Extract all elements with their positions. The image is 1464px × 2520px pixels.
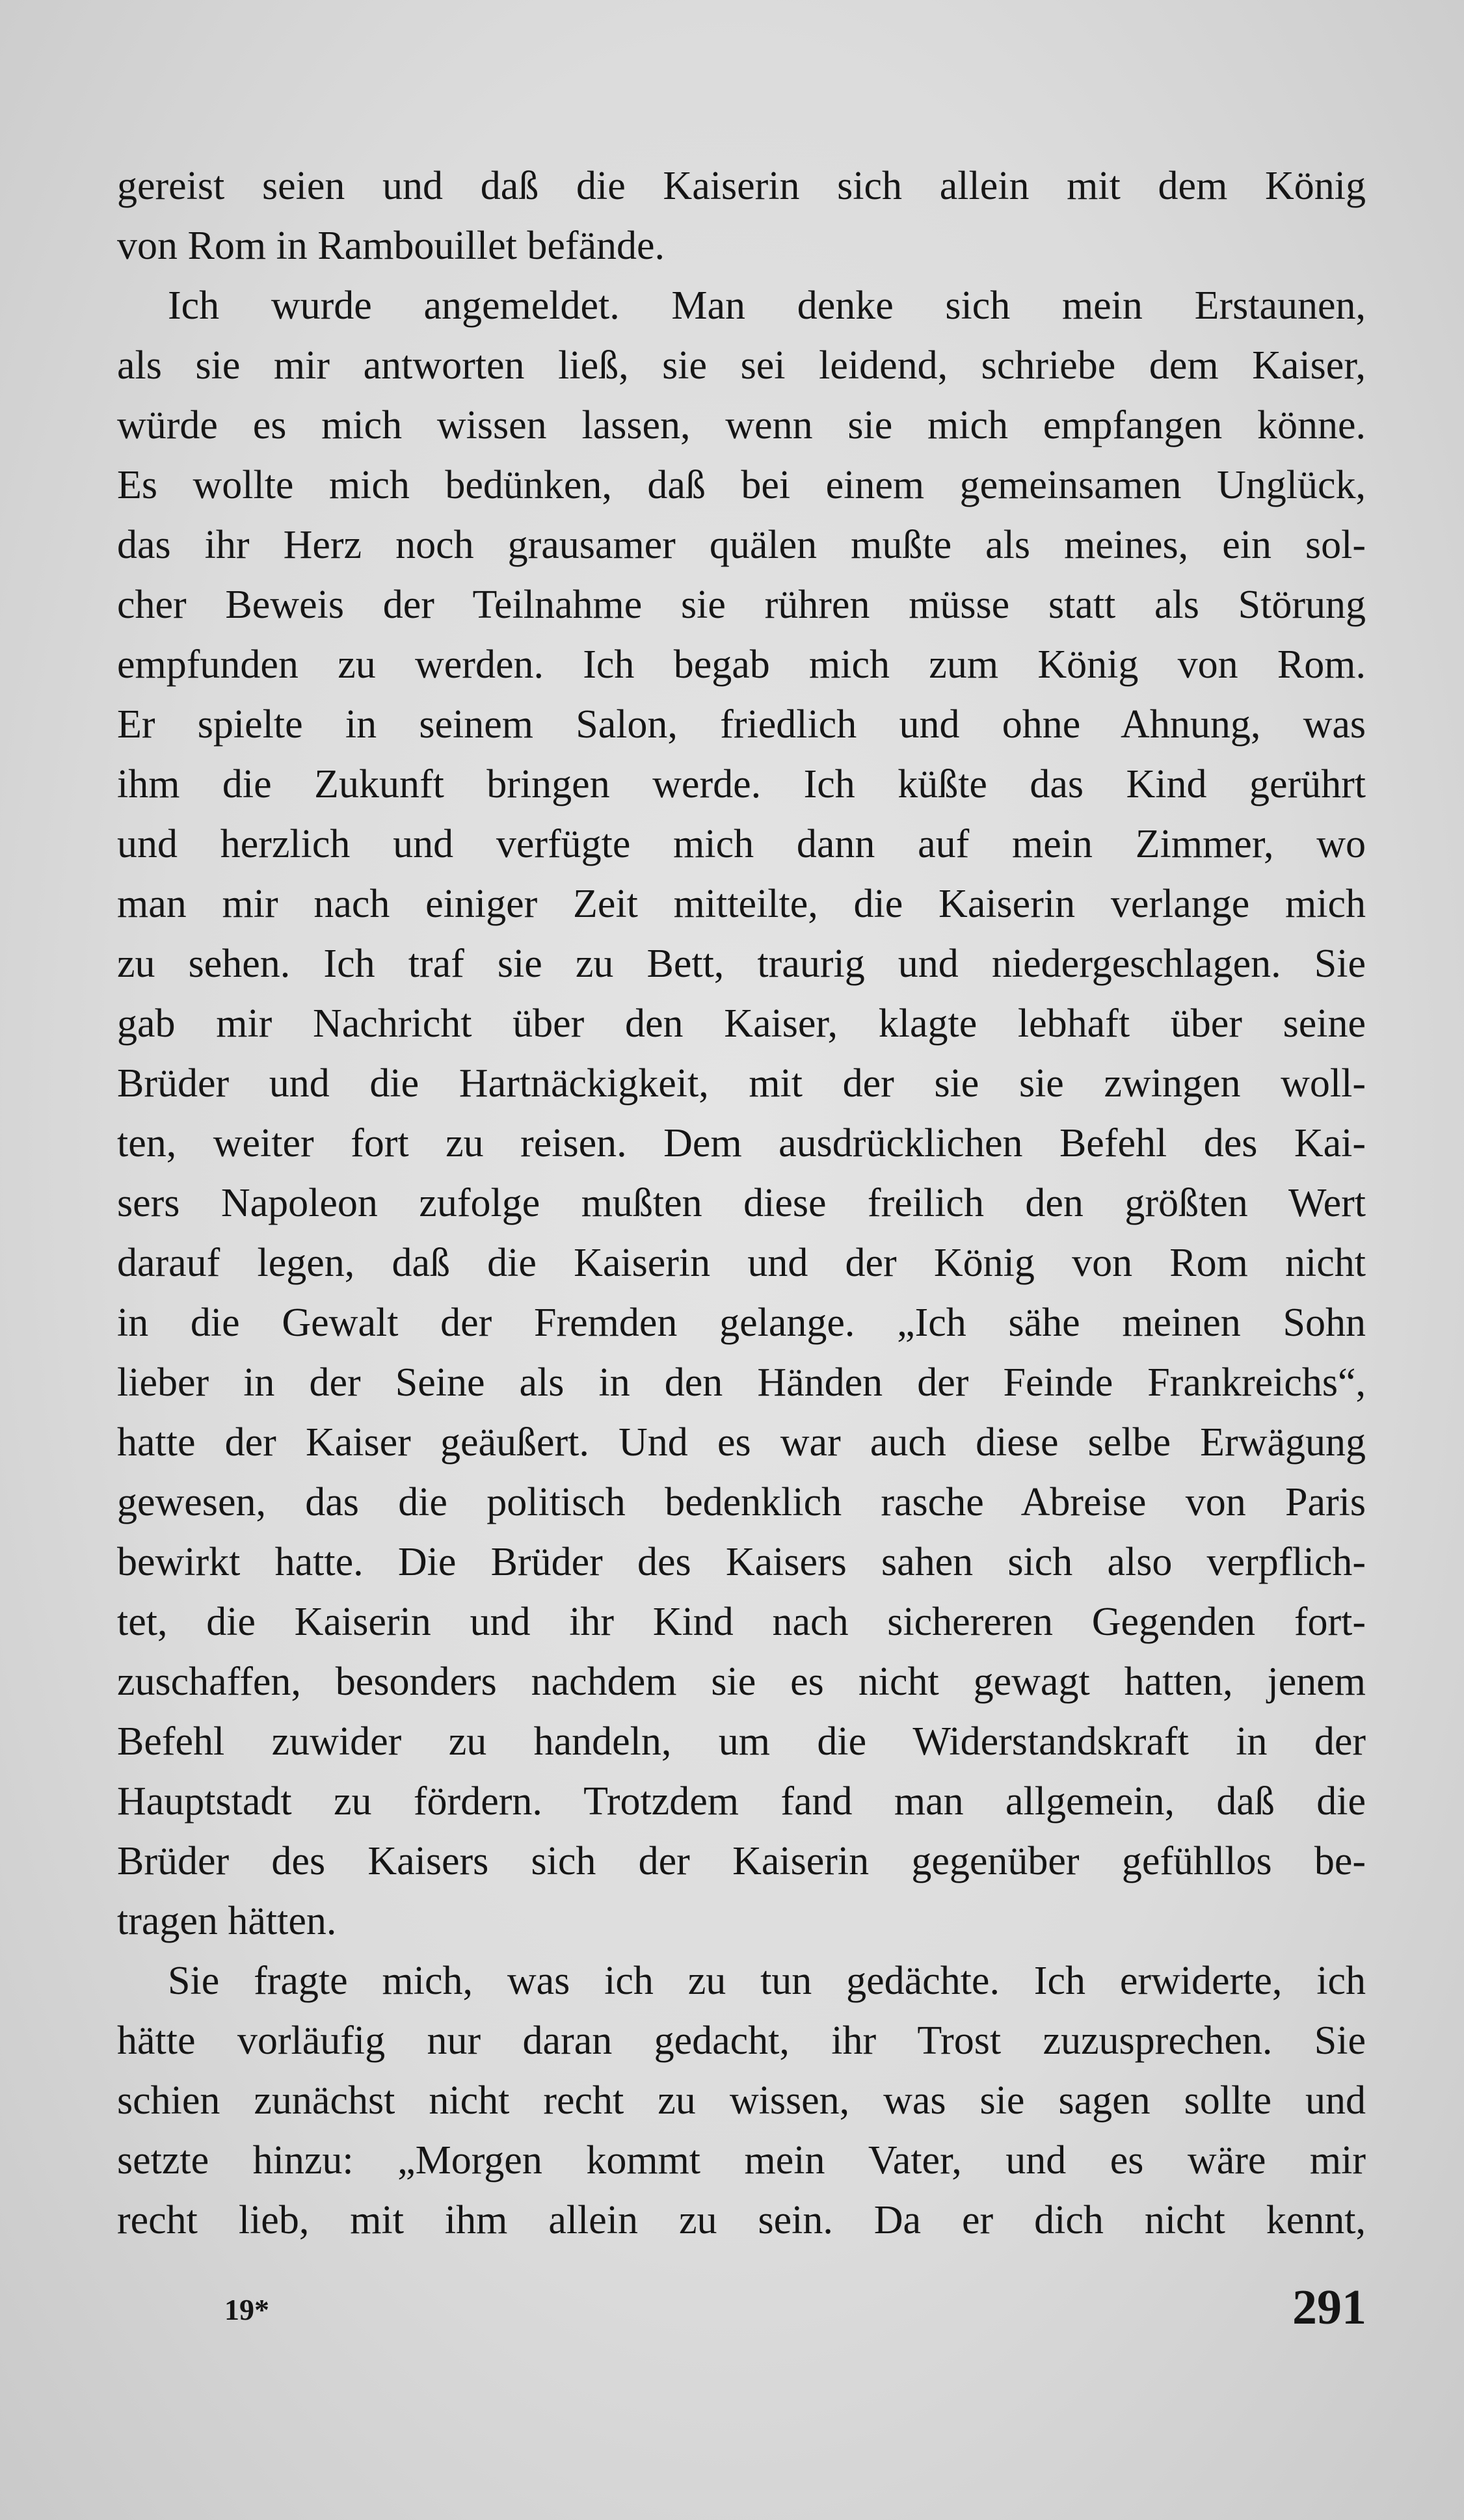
page-number: 291 bbox=[1292, 2280, 1366, 2335]
text-line: Sie fragte mich, was ich zu tun gedächte. Ich erwiderte, ich bbox=[168, 1959, 1366, 2003]
text-line: tet, die Kaiserin und ihr Kind nach sichereren Gegenden fort- bbox=[117, 1600, 1366, 1644]
text-line: ten, weiter fort zu reisen. Dem ausdrücklichen Befehl des Kai- bbox=[117, 1121, 1366, 1165]
text-line: als sie mir antworten ließ, sie sei leidend, schriebe dem Kaiser, bbox=[117, 343, 1366, 388]
text-line: hatte der Kaiser geäußert. Und es war auch diese selbe Erwägung bbox=[117, 1420, 1366, 1465]
text-line: in die Gewalt der Fremden gelange. „Ich sähe meinen Sohn bbox=[117, 1301, 1366, 1345]
text-line: und herzlich und verfügte mich dann auf mein Zimmer, wo bbox=[117, 822, 1366, 866]
text-line: sers Napoleon zufolge mußten diese freilich den größten Wert bbox=[117, 1181, 1366, 1225]
text-line: tragen hätten. bbox=[117, 1899, 337, 1943]
text-line: bewirkt hatte. Die Brüder des Kaisers sahen sich also verpflich- bbox=[117, 1540, 1366, 1584]
text-line: man mir nach einiger Zeit mitteilte, die Kaiserin verlange mich bbox=[117, 882, 1366, 926]
text-line: Es wollte mich bedünken, daß bei einem gemeinsamen Unglück, bbox=[117, 463, 1366, 507]
text-line: Brüder des Kaisers sich der Kaiserin gegenüber gefühllos be- bbox=[117, 1839, 1366, 1883]
text-line: das ihr Herz noch grausamer quälen mußte als meines, ein sol- bbox=[117, 523, 1366, 567]
text-line: gewesen, das die politisch bedenklich rasche Abreise von Paris bbox=[117, 1480, 1366, 1524]
text-line: zu sehen. Ich traf sie zu Bett, traurig und niedergeschlagen. Sie bbox=[117, 942, 1366, 986]
text-line: schien zunächst nicht recht zu wissen, was sie sagen sollte und bbox=[117, 2078, 1366, 2123]
text-line: Brüder und die Hartnäckigkeit, mit der sie sie zwingen woll- bbox=[117, 1061, 1366, 1106]
text-line: hätte vorläufig nur daran gedacht, ihr Trost zuzusprechen. Sie bbox=[117, 2019, 1366, 2063]
text-line: von Rom in Rambouillet befände. bbox=[117, 224, 665, 268]
text-line: setzte hinzu: „Morgen kommt mein Vater, und es wäre mir bbox=[117, 2138, 1366, 2182]
text-line: recht lieb, mit ihm allein zu sein. Da er dich nicht kennt, bbox=[117, 2198, 1366, 2242]
text-line: Befehl zuwider zu handeln, um die Widerstandskraft in der bbox=[117, 1719, 1366, 1764]
text-line: Ich wurde angemeldet. Man denke sich mein Erstaunen, bbox=[168, 284, 1366, 328]
signature-mark: 19* bbox=[224, 2293, 269, 2326]
text-line: ihm die Zukunft bringen werde. Ich küßte das Kind gerührt bbox=[117, 762, 1366, 806]
text-line: empfunden zu werden. Ich begab mich zum König von Rom. bbox=[117, 643, 1366, 687]
text-line: Er spielte in seinem Salon, friedlich und ohne Ahnung, was bbox=[117, 702, 1366, 747]
text-line: darauf legen, daß die Kaiserin und der König von Rom nicht bbox=[117, 1241, 1366, 1285]
text-line: zuschaffen, besonders nachdem sie es nicht gewagt hatten, jenem bbox=[117, 1660, 1366, 1704]
text-line: lieber in der Seine als in den Händen der Feinde Frankreichs“, bbox=[117, 1360, 1366, 1405]
text-line: gab mir Nachricht über den Kaiser, klagte lebhaft über seine bbox=[117, 1001, 1366, 1046]
text-line: würde es mich wissen lassen, wenn sie mich empfangen könne. bbox=[117, 403, 1366, 447]
text-line: gereist seien und daß die Kaiserin sich allein mit dem König bbox=[117, 164, 1366, 208]
text-line: Hauptstadt zu fördern. Trotzdem fand man allgemein, daß die bbox=[117, 1779, 1366, 1824]
text-line: cher Beweis der Teilnahme sie rühren müsse statt als Störung bbox=[117, 583, 1366, 627]
body-text bbox=[117, 156, 1366, 2250]
